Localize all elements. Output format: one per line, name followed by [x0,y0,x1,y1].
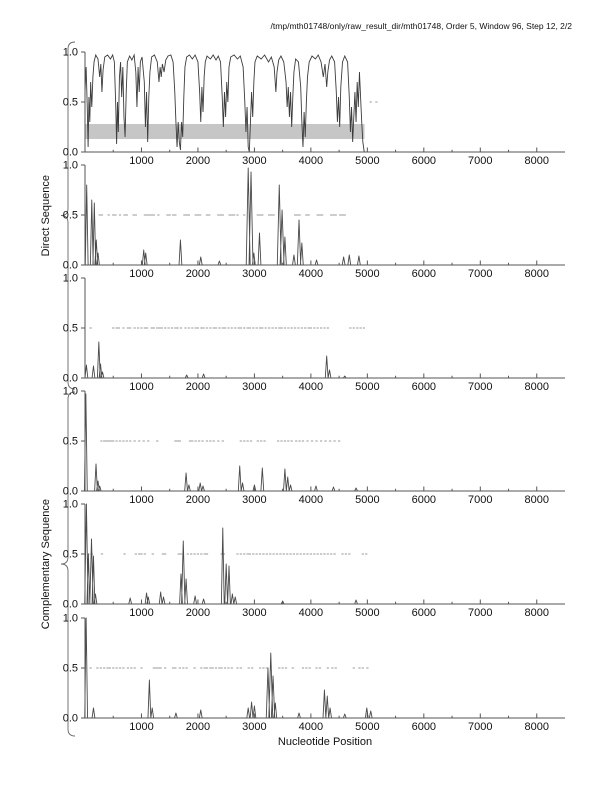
coding-potential-curve [85,168,365,265]
x-tick-label: 2000 [185,381,211,393]
y-tick-label: 0.5 [62,435,78,448]
x-tick-label: 8000 [524,607,550,619]
complementary-sequence-label: Complementary Sequence [40,499,52,630]
panel-direct-frame-2 [62,159,565,280]
panel-direct-frame-3 [62,272,565,393]
x-tick-label: 8000 [524,268,550,280]
x-tick-label: 5000 [355,721,380,733]
y-tick-label: 0.5 [62,96,78,109]
x-tick-label: 5000 [355,268,380,280]
x-tick-label: 2000 [185,155,211,167]
plot-title: /tmp/mth01748/only/raw_result_dir/mth01748, Order 5, Window 96, Step 12, 2/2 [270,21,572,31]
y-tick-label: 0.5 [62,662,78,675]
highlight-band [85,124,365,139]
coding-potential-curve [85,342,365,378]
panel-direct-frame-1 [62,46,565,167]
x-tick-label: 6000 [411,721,437,733]
x-tick-label: 3000 [242,155,267,167]
x-tick-label: 3000 [242,607,267,619]
x-tick-marks [113,148,537,153]
y-tick-label: 0.0 [62,712,78,725]
x-tick-label: 3000 [242,494,267,506]
x-tick-label: 3000 [242,381,267,393]
x-tick-label: 2000 [185,607,211,619]
y-tick-label: 0.0 [62,146,78,159]
axis-lines [85,165,565,265]
x-tick-label: 2000 [185,494,211,506]
y-tick-label: 0.0 [62,485,78,498]
x-tick-label: 6000 [411,381,437,393]
x-tick-label: 8000 [524,494,550,506]
x-tick-label: 8000 [524,155,550,167]
x-tick-marks [113,487,537,492]
x-tick-label: 2000 [185,268,211,280]
x-tick-label: 4000 [298,494,324,506]
y-tick-marks [81,165,85,265]
panel-complementary-frame-2 [62,498,565,619]
x-tick-label: 8000 [524,381,550,393]
x-tick-label: 1000 [129,268,154,280]
y-tick-marks [81,52,85,152]
x-tick-label: 4000 [298,381,324,393]
x-tick-label: 5000 [355,607,380,619]
x-tick-marks [113,261,537,266]
y-tick-label: 0.0 [62,259,78,272]
panel-complementary-frame-3 [62,612,565,733]
direct-sequence-label: Direct Sequence [40,174,52,256]
x-tick-label: 6000 [411,155,437,167]
x-tick-label: 1000 [129,721,154,733]
y-tick-label: 1.0 [62,272,78,285]
x-tick-label: 7000 [468,381,493,393]
coding-potential-curve [84,394,364,491]
x-tick-label: 7000 [468,155,493,167]
x-tick-label: 8000 [524,721,550,733]
y-tick-label: 1.0 [62,46,78,59]
x-tick-label: 5000 [355,381,380,393]
x-tick-label: 1000 [129,381,154,393]
x-tick-marks [113,600,537,605]
x-tick-label: 3000 [242,721,267,733]
y-tick-label: 0.5 [62,209,78,222]
x-tick-label: 7000 [468,268,493,280]
x-tick-label: 5000 [355,494,380,506]
x-tick-label: 7000 [468,607,493,619]
y-tick-marks [81,618,85,718]
x-tick-label: 7000 [468,494,493,506]
y-tick-label: 0.0 [62,598,78,611]
y-tick-label: 1.0 [62,159,78,172]
x-tick-label: 5000 [355,155,380,167]
x-tick-label: 1000 [129,494,154,506]
y-tick-label: 1.0 [62,498,78,511]
x-tick-label: 6000 [411,268,437,280]
y-tick-label: 1.0 [62,385,78,398]
y-tick-marks [81,504,85,604]
x-tick-label: 1000 [129,155,154,167]
x-tick-label: 3000 [242,268,267,280]
x-tick-label: 4000 [298,607,324,619]
y-tick-label: 0.5 [62,548,78,561]
x-tick-label: 2000 [185,721,211,733]
x-tick-label: 4000 [298,268,324,280]
x-tick-label: 4000 [298,721,324,733]
x-tick-label: 6000 [411,494,437,506]
y-tick-label: 0.5 [62,322,78,335]
x-tick-label: 1000 [129,607,154,619]
panel-complementary-frame-1 [62,385,565,506]
x-tick-label: 6000 [411,607,437,619]
x-tick-label: 4000 [298,155,324,167]
y-tick-marks [81,278,85,378]
y-tick-label: 1.0 [62,612,78,625]
x-tick-label: 7000 [468,721,493,733]
y-tick-label: 0.0 [62,372,78,385]
x-axis-label: Nucleotide Position [277,736,373,748]
